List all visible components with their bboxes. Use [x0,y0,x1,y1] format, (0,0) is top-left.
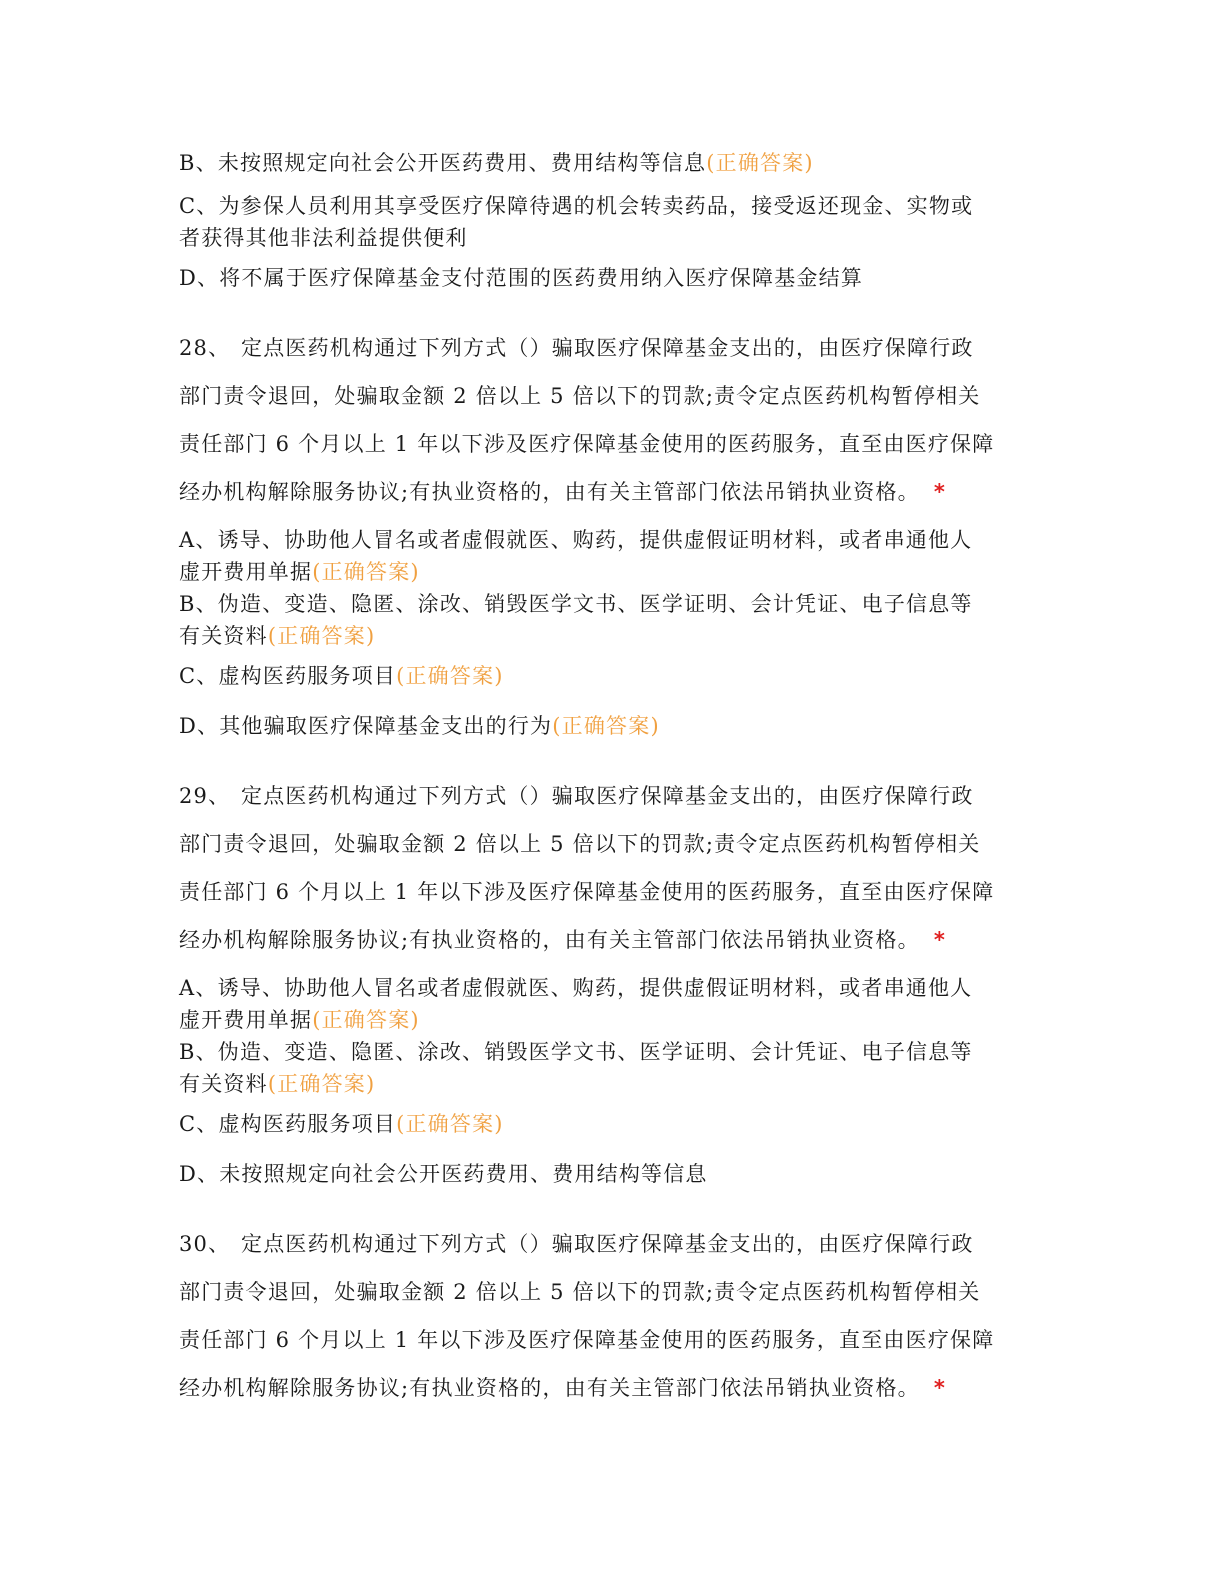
q28-stem-line3: 责任部门 6 个月以上 1 年以下涉及医疗保障基金使用的医药服务，直至由医疗保障 [179,432,995,456]
q27-option-c-line2: 者获得其他非法利益提供便利 [179,226,468,250]
q29-option-b-line1: B、伪造、变造、隐匿、涂改、销毁医学文书、医学证明、会计凭证、电子信息等 [179,1040,973,1064]
q29-option-c [179,1111,504,1137]
q27-option-c-line1: C、为参保人员利用其享受医疗保障待遇的机会转卖药品，接受返还现金、实物或 [179,194,974,218]
q28-option-b-line2 [179,623,375,649]
required-asterisk: * [933,480,947,504]
question-text: 经办机构解除服务协议;有执业资格的，由有关主管部门依法吊销执业资格。 [179,480,920,504]
q30-stem-line2: 部门责令退回，处骗取金额 2 倍以上 5 倍以下的罚款;责令定点医药机构暂停相关 [179,1280,981,1304]
q28-option-a-line2 [179,559,420,585]
q27-option-d: D、将不属于医疗保障基金支付范围的医药费用纳入医疗保障基金结算 [179,266,864,290]
q28-stem-line2: 部门责令退回，处骗取金额 2 倍以上 5 倍以下的罚款;责令定点医药机构暂停相关 [179,384,981,408]
q30-stem-line4 [179,1375,946,1401]
option-text: C、虚构医药服务项目 [179,1112,397,1136]
q28-stem-line1 [179,335,974,361]
correct-answer-tag: (正确答案) [312,1008,420,1032]
question-text: 定点医药机构通过下列方式（）骗取医疗保障基金支出的，由医疗保障行政 [241,784,974,808]
correct-answer-tag: (正确答案) [396,1112,504,1136]
option-text: 有关资料 [179,624,268,648]
q30-stem-line1 [179,1231,974,1257]
correct-answer-tag: (正确答案) [706,151,814,175]
question-number: 29、 [179,784,231,808]
q29-stem-line1 [179,783,974,809]
q28-option-d [179,713,660,739]
q28-stem-line4 [179,479,946,505]
correct-answer-tag: (正确答案) [267,1072,376,1096]
option-text: 虚开费用单据 [179,1008,313,1032]
question-number: 30、 [179,1232,231,1256]
q29-option-d: D、未按照规定向社会公开医药费用、费用结构等信息 [179,1162,708,1186]
correct-answer-tag: (正确答案) [312,560,420,584]
q29-option-a-line1: A、诱导、协助他人冒名或者虚假就医、购药，提供虚假证明材料，或者串通他人 [179,976,973,1000]
q30-stem-line3: 责任部门 6 个月以上 1 年以下涉及医疗保障基金使用的医药服务，直至由医疗保障 [179,1328,995,1352]
question-text: 经办机构解除服务协议;有执业资格的，由有关主管部门依法吊销执业资格。 [179,1376,920,1400]
q29-stem-line3: 责任部门 6 个月以上 1 年以下涉及医疗保障基金使用的医药服务，直至由医疗保障 [179,880,995,904]
q29-option-a-line2 [179,1007,420,1033]
option-text: C、虚构医药服务项目 [179,664,397,688]
option-text: 虚开费用单据 [179,560,313,584]
correct-answer-tag: (正确答案) [267,624,376,648]
correct-answer-tag: (正确答案) [396,664,504,688]
q28-option-c [179,663,504,689]
question-text: 经办机构解除服务协议;有执业资格的，由有关主管部门依法吊销执业资格。 [179,928,920,952]
option-text: D、其他骗取医疗保障基金支出的行为 [179,714,553,738]
q29-stem-line4 [179,927,946,953]
required-asterisk: * [933,1376,947,1400]
option-text: B、未按照规定向社会公开医药费用、费用结构等信息 [179,151,707,175]
question-number: 28、 [179,336,231,360]
q28-option-a-line1: A、诱导、协助他人冒名或者虚假就医、购药，提供虚假证明材料，或者串通他人 [179,528,973,552]
correct-answer-tag: (正确答案) [552,714,660,738]
required-asterisk: * [933,928,947,952]
option-text: 有关资料 [179,1072,268,1096]
question-text: 定点医药机构通过下列方式（）骗取医疗保障基金支出的，由医疗保障行政 [241,1232,974,1256]
q29-stem-line2: 部门责令退回，处骗取金额 2 倍以上 5 倍以下的罚款;责令定点医药机构暂停相关 [179,832,981,856]
question-text: 定点医药机构通过下列方式（）骗取医疗保障基金支出的，由医疗保障行政 [241,336,974,360]
q27-option-b [179,150,814,176]
q28-option-b-line1: B、伪造、变造、隐匿、涂改、销毁医学文书、医学证明、会计凭证、电子信息等 [179,592,973,616]
q29-option-b-line2 [179,1071,375,1097]
